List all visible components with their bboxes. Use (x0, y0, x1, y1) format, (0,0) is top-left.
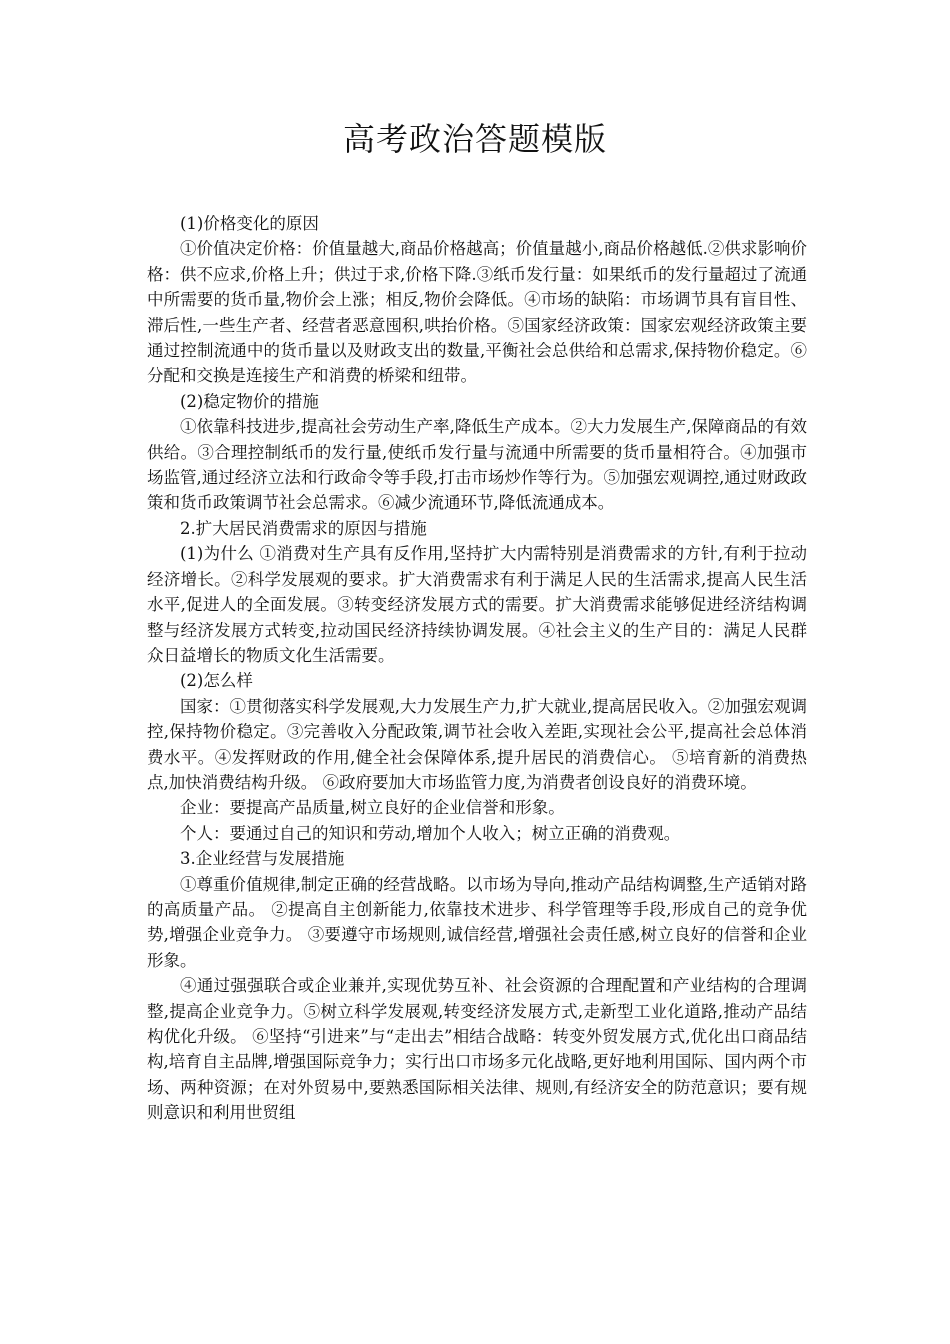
document-title: 高考政治答题模版 (342, 120, 607, 158)
paragraph-price-change-reasons: ①价值决定价格：价值量越大,商品价格越高；价值量越小,商品价格越低.②供求影响价格：供不应求,价格上升；供过于求,价格下降.③纸币发行量：如果纸币的发行量超过了流通中所需要的货币量,物价会上涨；相反,物价会降低。④市场的缺陷：市场调节具有盲目性、滞后性,一些生产者、经营者恶意囤积,哄抬价格。⑤国家经济政策：国家宏观经济政策主要通过控制流通中的货币量以及财政支出的数量,平衡社会总供给和总需求,保持物价稳定。⑥分配和交换是连接生产和消费的桥梁和纽带。 (147, 239, 807, 386)
paragraph-enterprise-development-1: ①尊重价值规律,制定正确的经营战略。以市场为导向,推动产品结构调整,生产适销对路的高质量产品。 ②提高自主创新能力,依靠技术进步、科学管理等手段,形成自己的竞争优势,增强企业竞争力。 ③要遵守市场规则,诚信经营,增强社会责任感,树立良好的信誉和企业形象。 (147, 874, 807, 970)
paragraph-enterprise-measures: 企业：要提高产品质量,树立良好的企业信誉和形象。 (180, 798, 565, 818)
paragraph-stabilize-price-measures: ①依靠科技进步,提高社会劳动生产率,降低生产成本。②大力发展生产,保障商品的有效供给。③合理控制纸币的发行量,使纸币发行量与流通中所需要的货币量相符合。④加强市场监管,通过经济立法和行政命令等手段,打击市场炒作等行为。⑤加强宏观调控,通过财政政策和货币政策调节社会总需求。⑥减少流通环节,降低流通成本。 (147, 417, 807, 513)
document-body (147, 211, 807, 1126)
paragraph-price-change-heading: (1)价格变化的原因 (180, 214, 319, 233)
paragraph-stabilize-price-heading: (2)稳定物价的措施 (180, 391, 319, 411)
paragraph-state-measures: 国家：①贯彻落实科学发展观,大力发展生产力,扩大就业,提高居民收入。②加强宏观调控,保持物价稳定。③完善收入分配政策,调节社会收入差距,实现社会公平,提高社会总体消费水平。④发挥财政的作用,健全社会保障体系,提升居民的消费信心。 ⑤培育新的消费热点,加快消费结构升级。 ⑥政府要加大市场监管力度,为消费者创设良好的消费环境。 (147, 696, 807, 792)
paragraph-enterprise-development-2: ④通过强强联合或企业兼并,实现优势互补、社会资源的合理配置和产业结构的合理调整,提高企业竞争力。⑤树立科学发展观,转变经济发展方式,走新型工业化道路,推动产品结构优化升级。 ⑥坚持“引进来”与“走出去”相结合战略：转变外贸发展方式,优化出口商品结构,培育自主品牌,增强国际竞争力；实行出口市场多元化战略,更好地利用国际、国内两个市场、两种资源；在对外贸易中,要熟悉国际相关法律、规则,有经济安全的防范意识；要有规则意识和利用世贸组 (147, 976, 807, 1123)
paragraph-section-3-heading: 3.企业经营与发展措施 (180, 849, 345, 869)
paragraph-individual-measures: 个人：要通过自己的知识和劳动,增加个人收入；树立正确的消费观。 (180, 823, 681, 843)
paragraph-how-heading: (2)怎么样 (180, 671, 253, 691)
paragraph-section-2-heading: 2.扩大居民消费需求的原因与措施 (180, 518, 427, 538)
paragraph-why-expand-consumption: (1)为什么 ①消费对生产具有反作用,坚持扩大内需特别是消费需求的方针,有利于拉动经济增长。②科学发展观的要求。扩大消费需求有利于满足人民的生活需求,提高人民生活水平,促进人的全面发展。③转变经济发展方式的需要。扩大消费需求能够促进经济结构调整与经济发展方式转变,拉动国民经济持续协调发展。④社会主义的生产目的：满足人民群众日益增长的物质文化生活需要。 (147, 544, 807, 665)
